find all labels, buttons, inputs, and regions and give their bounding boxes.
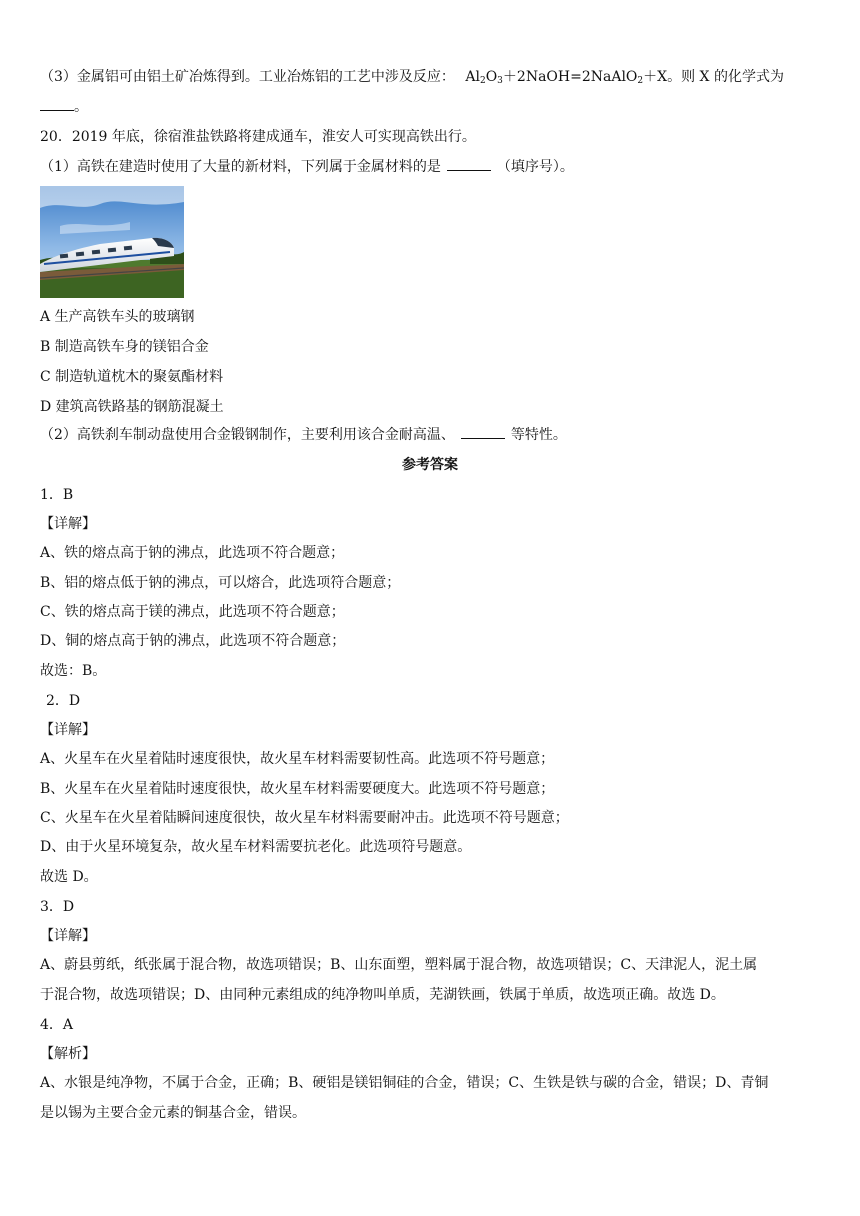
- q19-part3-answer-line: 。: [40, 98, 820, 116]
- q19-part3-suffix: 。则 X 的化学式为: [667, 69, 784, 85]
- q20-stem: 20．2019 年底，徐宿淮盐铁路将建成通车，淮安人可实现高铁出行。: [40, 129, 476, 145]
- answer-2-line: 故选 D。: [40, 869, 98, 885]
- option-a: A 生产高铁车头的玻璃钢: [40, 309, 195, 325]
- answer-2-line: A、火星车在火星着陆时速度很快，故火星车材料需要韧性高。此选项不符号题意；: [40, 751, 555, 767]
- answer-2-line: D、由于火星环境复杂，故火星车材料需要抗老化。此选项符号题意。: [40, 839, 472, 855]
- answers-title: 参考答案: [402, 457, 458, 473]
- high-speed-train-image: [40, 186, 184, 298]
- answer-1-tag: 【详解】: [40, 516, 96, 532]
- answer-4-line: 是以锡为主要合金元素的铜基合金，错误。: [40, 1105, 306, 1121]
- answer-1-line: B、铝的熔点低于钠的沸点，可以熔合，此选项符合题意；: [40, 575, 401, 591]
- answer-3-line: A、蔚县剪纸，纸张属于混合物，故选项错误；B、山东面塑，塑料属于混合物，故选项错误；C、天津泥人，泥土属: [40, 957, 758, 973]
- answer-blank[interactable]: [447, 158, 491, 171]
- answer-1-line: A、铁的熔点高于钠的沸点，此选项不符合题意；: [40, 545, 345, 561]
- answer-4-tag: 【解析】: [40, 1046, 96, 1062]
- answer-2-line: B、火星车在火星着陆时速度很快，故火星车材料需要硬度大。此选项不符号题意；: [40, 781, 555, 797]
- answer-2-tag: 【详解】: [40, 722, 96, 738]
- answer-3-line: 于混合物，故选项错误；D、由同种元素组成的纯净物叫单质，芜湖铁画，铁属于单质，故选项正确。故选 D。: [40, 987, 725, 1003]
- answer-4-line: A、水银是纯净物，不属于合金，正确；B、硬铝是镁铝铜硅的合金，错误；C、生铁是铁与碳的合金，错误；D、青铜: [40, 1075, 769, 1091]
- q20-part1: （1）高铁在建造时使用了大量的新材料，下列属于金属材料的是 （填序号）。: [40, 159, 574, 175]
- answer-1-line: C、铁的熔点高于镁的沸点，此选项不符合题意；: [40, 604, 345, 620]
- answer-3-number: 3．D: [40, 899, 75, 915]
- answer-3-tag: 【详解】: [40, 928, 96, 944]
- q20-part2: （2）高铁刹车制动盘使用合金锻钢制作，主要利用该合金耐高温、 等特性。: [40, 427, 567, 443]
- option-c: C 制造轨道枕木的聚氨酯材料: [40, 369, 224, 385]
- answer-1-line: 故选：B。: [40, 663, 107, 679]
- answer-2-number: 2．D: [46, 693, 81, 709]
- q19-part3-line: [40, 68, 820, 90]
- answer-blank[interactable]: [40, 98, 74, 111]
- answer-2-line: C、火星车在火星着陆瞬间速度很快，故火星车材料需要耐冲击。此选项不符号题意；: [40, 810, 569, 826]
- answer-1-line: D、铜的熔点高于钠的沸点，此选项不符合题意；: [40, 633, 346, 649]
- option-d: D 建筑高铁路基的钢筋混凝土: [40, 399, 224, 415]
- answer-4-number: 4．A: [40, 1017, 74, 1033]
- chemical-equation: $Al_2O_3+2NaOH=2NaAlO_2+X$: [465, 69, 668, 86]
- answer-1-number: 1．B: [40, 487, 74, 503]
- q19-part3-prefix: （3）金属铝可由铝土矿冶炼得到。工业冶炼铝的工艺中涉及反应：: [40, 69, 455, 85]
- option-b: B 制造高铁车身的镁铝合金: [40, 339, 209, 355]
- answer-blank[interactable]: [461, 426, 505, 439]
